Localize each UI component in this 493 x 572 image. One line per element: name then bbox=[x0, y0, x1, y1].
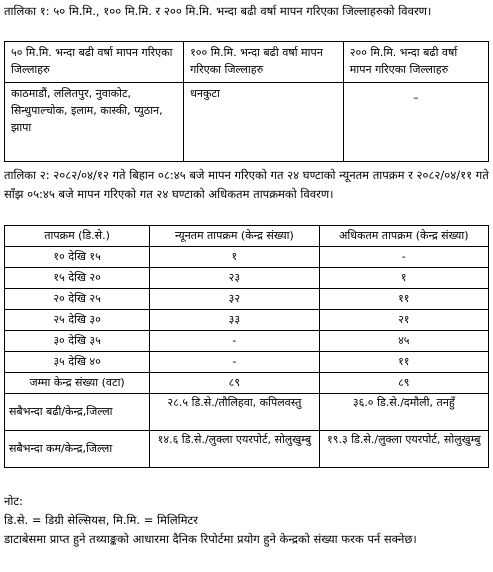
table-cell: ३० देखि ३५ bbox=[5, 331, 150, 352]
notes-heading: नोट: bbox=[4, 494, 24, 508]
table-cell: २१ bbox=[319, 310, 488, 331]
notes-section bbox=[4, 492, 489, 549]
table-header-row bbox=[5, 42, 489, 83]
table-row bbox=[5, 268, 489, 289]
table-cell: १ bbox=[150, 247, 319, 268]
table-cell: ३५ देखि ४० bbox=[5, 352, 150, 373]
table-max-row bbox=[5, 394, 489, 431]
table-cell: धनकुटा bbox=[184, 83, 344, 162]
table-cell: १५ देखि २० bbox=[5, 268, 150, 289]
table-cell: ३३ bbox=[150, 310, 319, 331]
table-cell: ११ bbox=[319, 289, 488, 310]
table-row bbox=[5, 310, 489, 331]
table-cell: - bbox=[150, 331, 319, 352]
table1-caption: तालिका १: ५० मि.मि., १०० मि.मि. र २०० मि.मि. भन्दा बढी वर्षा मापन गरिएका जिल्लाहरुको विवरण। bbox=[4, 4, 432, 18]
table-cell: १९.३ डि.से./लुक्ला एयरपोर्ट, सोलुखुम्बु bbox=[319, 431, 488, 468]
temperature-table bbox=[4, 225, 489, 468]
table-cell: ४५ bbox=[319, 331, 488, 352]
table-cell: ३२ bbox=[150, 289, 319, 310]
table-row bbox=[5, 247, 489, 268]
table-cell: जम्मा केन्द्र संख्या (वटा) bbox=[5, 373, 150, 394]
notes-line: डाटाबेसमा प्राप्त हुने तथ्याङ्कको आधारमा दैनिक रिपोर्टमा प्रयोग हुने केन्द्रको संख्या फरक पर्न सक्नेछ। bbox=[4, 532, 417, 546]
rainfall-table bbox=[4, 41, 489, 162]
table-header-cell: तापक्रम (डि.से.) bbox=[5, 226, 150, 247]
table-cell: २३ bbox=[150, 268, 319, 289]
table-cell: ३६.० डि.से./दमौली, तनहुँ bbox=[319, 394, 488, 431]
table-cell: काठमाडौं, ललितपुर, नुवाकोट, सिन्धुपाल्चोक, इलाम, कास्की, प्युठान, झापा bbox=[5, 83, 184, 162]
table-header-row bbox=[5, 226, 489, 247]
table-cell: ११ bbox=[319, 352, 488, 373]
table-cell: ८९ bbox=[150, 373, 319, 394]
table-header-cell: २०० मि.मि. भन्दा बढी वर्षा मापन गरिएका जिल्लाहरु bbox=[343, 42, 488, 83]
table-cell: २८.५ डि.से./तौलिहवा, कपिलवस्तु bbox=[150, 394, 319, 431]
table-cell: – bbox=[343, 83, 488, 162]
table-cell: १ bbox=[319, 268, 488, 289]
table-total-row bbox=[5, 373, 489, 394]
table-cell: १० देखि १५ bbox=[5, 247, 150, 268]
table-cell: - bbox=[319, 247, 488, 268]
table-cell: २० देखि २५ bbox=[5, 289, 150, 310]
table-row bbox=[5, 289, 489, 310]
table-header-cell: १०० मि.मि. भन्दा बढी वर्षा मापन गरिएका जिल्लाहरु bbox=[184, 42, 344, 83]
table-header-cell: न्यूनतम तापक्रम (केन्द्र संख्या) bbox=[150, 226, 319, 247]
table-min-row bbox=[5, 431, 489, 468]
table2-caption: तालिका २: २०८२/०४/१२ गते बिहान ०८:४५ बजे मापन गरिएको गत २४ घण्टाको न्यूनतम तापक्रम र २०८२/०४/११ गते साँझ ०५:४५ बजे मापन गरिएको गत २४ घण्टाको अधिकतम तापक्रमको विवरण। bbox=[4, 168, 489, 201]
table-cell: सबैभन्दा कम/केन्द्र,जिल्ला bbox=[5, 431, 150, 468]
table-cell: - bbox=[150, 352, 319, 373]
table-header-cell: ५० मि.मि. भन्दा बढी वर्षा मापन गरिएका जिल्लाहरु bbox=[5, 42, 184, 83]
table-cell: सबैभन्दा बढी/केन्द्र,जिल्ला bbox=[5, 394, 150, 431]
table-row bbox=[5, 83, 489, 162]
table-row bbox=[5, 331, 489, 352]
table-cell: ८९ bbox=[319, 373, 488, 394]
table-cell: १४.६ डि.से./लुक्ला एयरपोर्ट, सोलुखुम्बु bbox=[150, 431, 319, 468]
table-row bbox=[5, 352, 489, 373]
table-cell: २५ देखि ३० bbox=[5, 310, 150, 331]
notes-line: डि.से. = डिग्री सेल्सियस, मि.मि. = मिलिमिटर bbox=[4, 513, 198, 527]
table-header-cell: अधिकतम तापक्रम (केन्द्र संख्या) bbox=[319, 226, 488, 247]
